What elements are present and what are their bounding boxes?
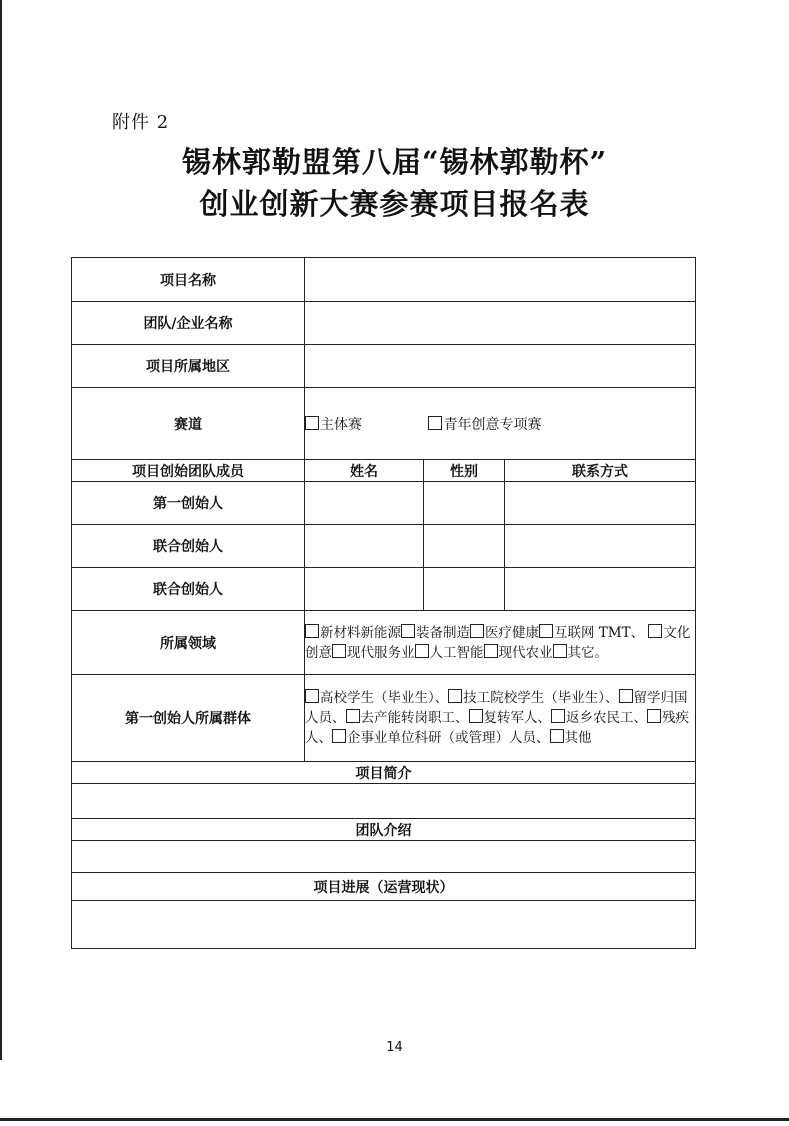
group-option[interactable]: 高校学生（毕业生）、 bbox=[305, 690, 448, 706]
row-founders-header bbox=[72, 460, 696, 482]
checkbox-icon[interactable] bbox=[428, 416, 442, 430]
checkbox-icon[interactable] bbox=[401, 624, 415, 638]
field-option[interactable]: 现代农业 bbox=[484, 645, 553, 661]
team-name-field[interactable] bbox=[305, 302, 696, 345]
group-option[interactable]: 企事业单位科研（或管理）人员、 bbox=[332, 730, 550, 746]
col-name-header: 姓名 bbox=[305, 460, 424, 482]
group-option[interactable]: 其他 bbox=[550, 730, 592, 746]
section-intro-header: 项目简介 bbox=[72, 762, 696, 784]
checkbox-icon[interactable] bbox=[332, 644, 346, 658]
region-field[interactable] bbox=[305, 345, 696, 388]
field-option[interactable]: 现代服务业 bbox=[332, 645, 415, 661]
row-progress-body bbox=[72, 901, 696, 949]
row-group bbox=[72, 675, 696, 762]
page-title-line2: 创业创新大赛参赛项目报名表 bbox=[199, 187, 590, 221]
checkbox-icon[interactable] bbox=[415, 644, 429, 658]
registration-form-table bbox=[71, 257, 696, 949]
track-options bbox=[305, 388, 696, 460]
founder-gender-cell[interactable] bbox=[424, 482, 505, 525]
field-options bbox=[305, 611, 696, 675]
region-input[interactable] bbox=[305, 358, 695, 374]
row-team-name bbox=[72, 302, 696, 345]
team-name-label: 团队/企业名称 bbox=[72, 302, 305, 345]
field-label: 所属领域 bbox=[72, 611, 305, 675]
field-option[interactable]: 装备制造 bbox=[401, 625, 470, 641]
track-label: 赛道 bbox=[72, 388, 305, 460]
col-gender-header: 性别 bbox=[424, 460, 505, 482]
region-label: 项目所属地区 bbox=[72, 345, 305, 388]
field-option[interactable]: 人工智能 bbox=[415, 645, 484, 661]
checkbox-icon[interactable] bbox=[448, 689, 462, 703]
row-region bbox=[72, 345, 696, 388]
founder-contact-cell[interactable] bbox=[505, 525, 696, 568]
field-option[interactable]: 文化创意 bbox=[305, 624, 691, 661]
checkbox-icon[interactable] bbox=[470, 624, 484, 638]
section-progress-field[interactable] bbox=[72, 901, 696, 949]
row-progress-header bbox=[72, 873, 696, 901]
section-intro-field[interactable] bbox=[72, 784, 696, 819]
group-option[interactable]: 残疾人、 bbox=[305, 710, 689, 746]
group-option[interactable]: 复转军人、 bbox=[469, 710, 552, 726]
page-title-line1: 锡林郭勒盟第八届“锡林郭勒杯” bbox=[181, 145, 608, 179]
founder-row bbox=[72, 568, 696, 611]
track-option-youth[interactable]: 青年创意专项赛 bbox=[428, 414, 541, 434]
founder-contact-cell[interactable] bbox=[505, 568, 696, 611]
checkbox-icon[interactable] bbox=[305, 416, 319, 430]
row-intro-header bbox=[72, 762, 696, 784]
section-progress-header: 项目进展（运营现状） bbox=[72, 873, 696, 901]
track-option-main[interactable]: 主体赛 bbox=[305, 414, 362, 434]
group-option[interactable]: 返乡农民工、 bbox=[551, 710, 647, 726]
row-team-body bbox=[72, 841, 696, 873]
row-team-header bbox=[72, 819, 696, 841]
founder-gender-cell[interactable] bbox=[424, 525, 505, 568]
section-team-field[interactable] bbox=[72, 841, 696, 873]
scan-edge-bottom bbox=[0, 1118, 789, 1121]
checkbox-icon[interactable] bbox=[469, 709, 483, 723]
row-intro-body bbox=[72, 784, 696, 819]
field-option[interactable]: 互联网 TMT、 bbox=[539, 625, 644, 641]
attachment-label: 附件 2 bbox=[112, 112, 170, 133]
checkbox-icon[interactable] bbox=[346, 709, 360, 723]
founder-role-label: 联合创始人 bbox=[72, 525, 305, 568]
project-name-label: 项目名称 bbox=[72, 258, 305, 302]
checkbox-icon[interactable] bbox=[553, 644, 567, 658]
checkbox-icon[interactable] bbox=[648, 624, 662, 638]
checkbox-icon[interactable] bbox=[305, 624, 319, 638]
founders-section-label: 项目创始团队成员 bbox=[72, 460, 305, 482]
field-option[interactable]: 新材料新能源 bbox=[305, 625, 401, 641]
project-name-input[interactable] bbox=[305, 271, 695, 287]
checkbox-icon[interactable] bbox=[484, 644, 498, 658]
group-option[interactable]: 去产能转岗职工、 bbox=[346, 710, 469, 726]
group-label: 第一创始人所属群体 bbox=[72, 675, 305, 762]
field-option[interactable]: 医疗健康 bbox=[470, 625, 539, 641]
row-track bbox=[72, 388, 696, 460]
page-number: 14 bbox=[386, 1040, 403, 1055]
checkbox-icon[interactable] bbox=[619, 689, 633, 703]
checkbox-icon[interactable] bbox=[305, 689, 319, 703]
checkbox-icon[interactable] bbox=[539, 624, 553, 638]
founder-gender-cell[interactable] bbox=[424, 568, 505, 611]
founder-name-cell[interactable] bbox=[305, 525, 424, 568]
col-contact-header: 联系方式 bbox=[505, 460, 696, 482]
team-name-input[interactable] bbox=[305, 315, 695, 331]
founder-row bbox=[72, 525, 696, 568]
checkbox-icon[interactable] bbox=[332, 729, 346, 743]
founder-contact-cell[interactable] bbox=[505, 482, 696, 525]
founder-role-label: 联合创始人 bbox=[72, 568, 305, 611]
row-project-name bbox=[72, 258, 696, 302]
row-field bbox=[72, 611, 696, 675]
checkbox-icon[interactable] bbox=[550, 729, 564, 743]
checkbox-icon[interactable] bbox=[647, 709, 661, 723]
checkbox-icon[interactable] bbox=[551, 709, 565, 723]
section-team-header: 团队介绍 bbox=[72, 819, 696, 841]
field-option[interactable]: 其它。 bbox=[553, 645, 609, 661]
project-name-field[interactable] bbox=[305, 258, 696, 302]
founder-row bbox=[72, 482, 696, 525]
founder-name-cell[interactable] bbox=[305, 568, 424, 611]
founder-name-cell[interactable] bbox=[305, 482, 424, 525]
group-option[interactable]: 技工院校学生（毕业生）、 bbox=[448, 690, 618, 706]
group-options bbox=[305, 675, 696, 762]
group-option[interactable]: 留学归国人员、 bbox=[305, 690, 688, 726]
founder-role-label: 第一创始人 bbox=[72, 482, 305, 525]
